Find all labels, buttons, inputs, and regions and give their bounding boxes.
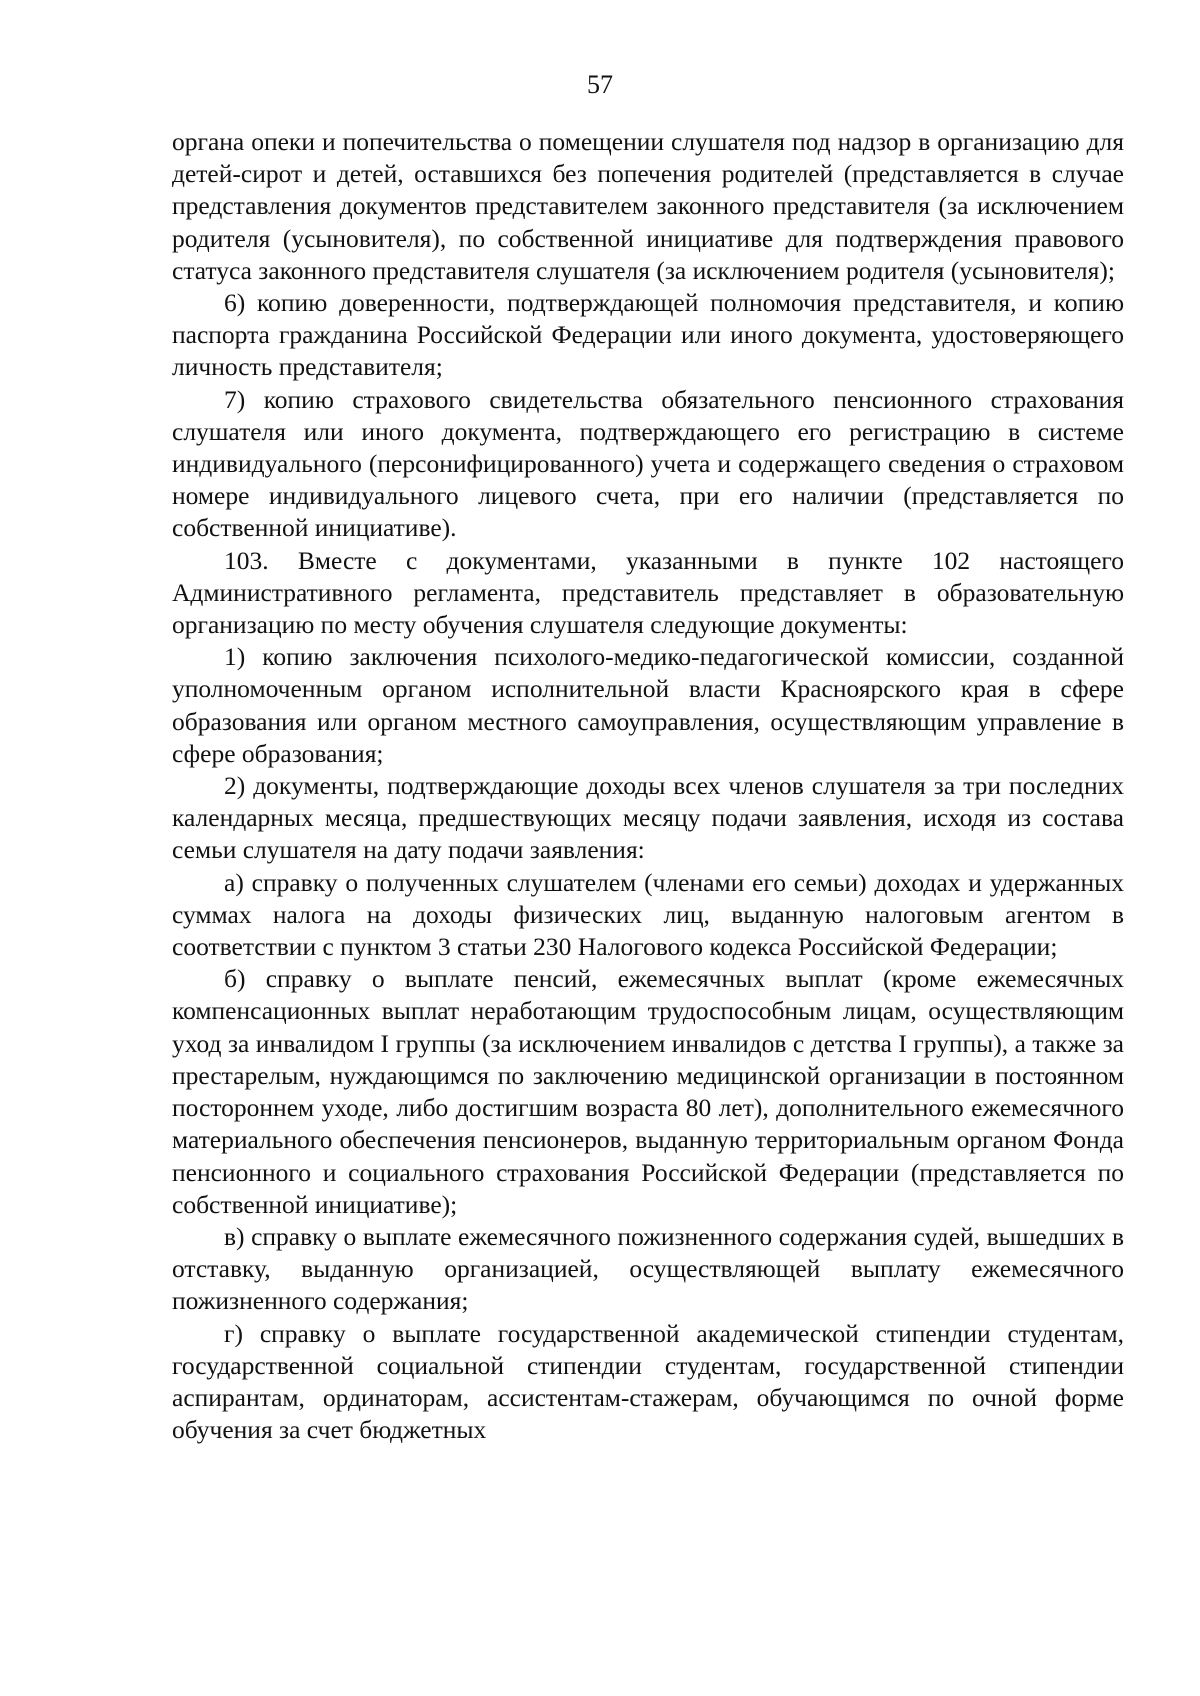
paragraph-clause-103: 103. Вместе с документами, указанными в пункте 102 настоящего Административного регламента, представитель представляет в образовательную организацию по месту обучения слушателя следующие документы: — [172, 545, 1124, 640]
paragraph-item-6-power-of-attorney: 6) копию доверенности, подтверждающей полномочия представителя, и копию паспорта гражданина Российской Федерации или иного документа, удостоверяющего личность представителя; — [172, 288, 1124, 382]
paragraph-item-2-income-documents: 2) документы, подтверждающие доходы всех членов слушателя за три последних календарных месяца, предшествующих месяцу подачи заявления, исходя из состава семьи слушателя на дату подачи заявления: — [172, 771, 1124, 865]
paragraph-item-g-scholarship-certificate: г) справку о выплате государственной академической стипендии студентам, государственной социальной стипендии студентам, государственной стипендии аспирантам, ординаторам, ассистентам-стажерам, обучающимся по очной форме обучения за счет бюджетных — [172, 1318, 1124, 1445]
paragraph-guardianship-decision: органа опеки и попечительства о помещении слушателя под надзор в организацию для детей-сирот и детей, оставшихся без попечения родителей (представляется в случае представления документов представителем законного представителя (за исключением родителя (усыновителя), по собственной инициативе для подтверждения правового статуса законного представителя слушателя (за исключением родителя (усыновителя); — [172, 127, 1124, 285]
paragraph-item-1-commission-conclusion: 1) копию заключения психолого-медико-педагогической комиссии, созданной уполномоченным органом исполнительной власти Красноярского края в сфере образования или органом местного самоуправления, осуществляющим управление в сфере образования; — [172, 642, 1124, 768]
paragraph-item-a-income-certificate: а) справку о полученных слушателем (членами его семьи) доходах и удержанных суммах налога на доходы физических лиц, выданную налоговым агентом в соответствии с пунктом 3 статьи 230 Налогового кодекса Российской Федерации; — [172, 867, 1124, 962]
paragraph-item-7-insurance-certificate: 7) копию страхового свидетельства обязательного пенсионного страхования слушателя или иного документа, подтверждающего его регистрацию в системе индивидуального (персонифицированного) учета и содержащего сведения о страховом номере индивидуального лицевого счета, при его наличии (представляется по собственной инициативе). — [172, 384, 1124, 543]
page-number: 57 — [587, 70, 613, 99]
document-body — [172, 126, 1124, 1446]
paragraph-item-v-judges-support: в) справку о выплате ежемесячного пожизненного содержания судей, вышедших в отставку, выданную организацией, осуществляющей выплату ежемесячного пожизненного содержания; — [172, 1221, 1124, 1316]
paragraph-item-b-pension-certificate: б) справку о выплате пенсий, ежемесячных выплат (кроме ежемесячных компенсационных выплат неработающим трудоспособным лицам, осуществляющим уход за инвалидом I группы (за исключением инвалидов с детства I группы), а также за престарелым, нуждающимся по заключению медицинской организации в постоянном постороннем уходе, либо достигшим возраста 80 лет), дополнительного ежемесячного материального обеспечения пенсионеров, выданную территориальным органом Фонда пенсионного и социального страхования Российской Федерации (представляется по собственной инициативе); — [172, 964, 1124, 1219]
